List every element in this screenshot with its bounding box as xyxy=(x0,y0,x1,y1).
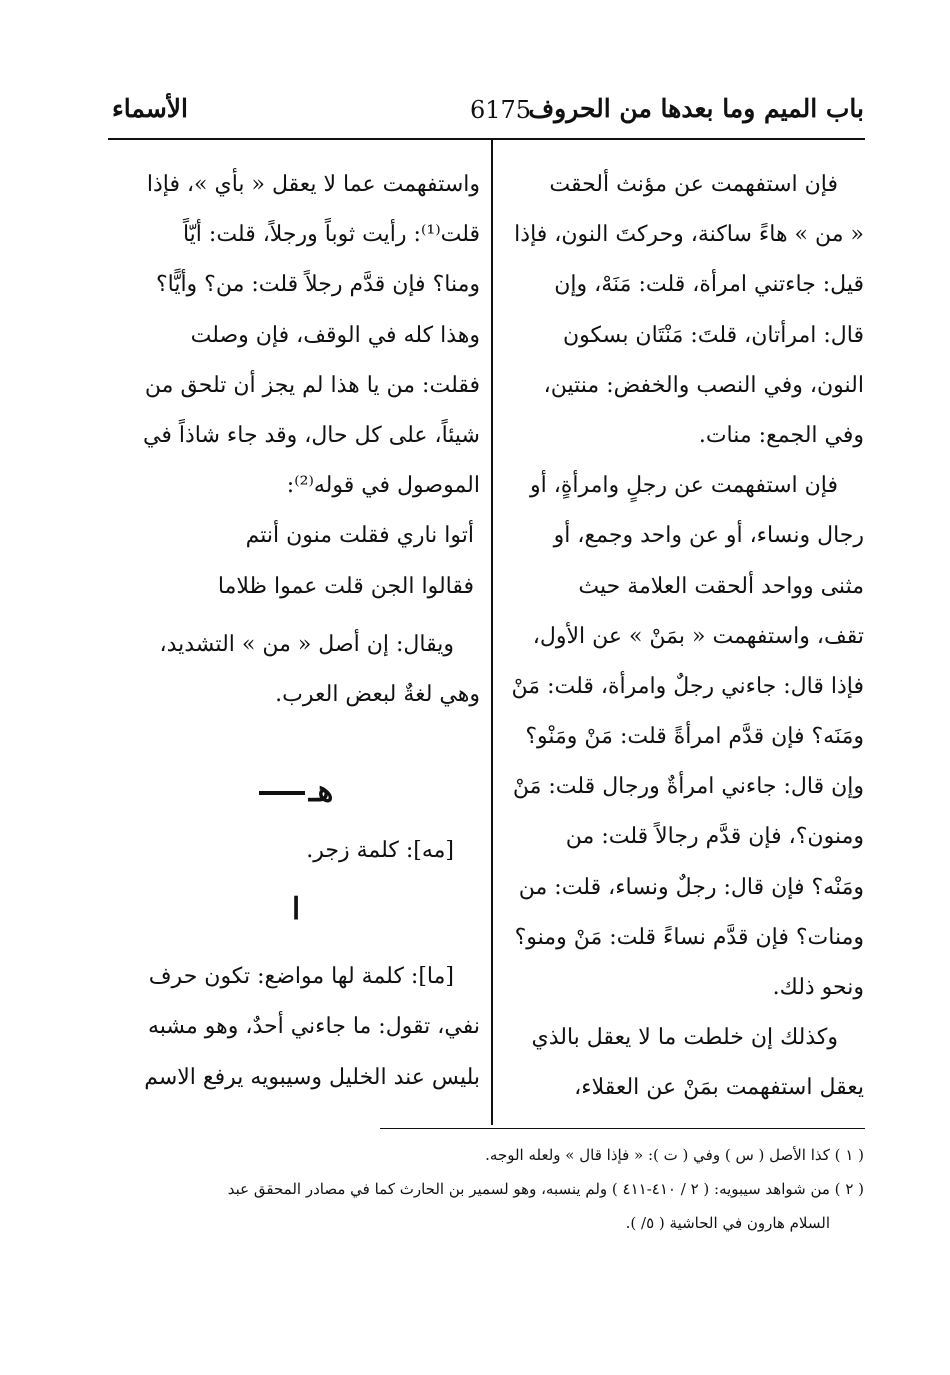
letter-heading-alif: ا xyxy=(291,892,301,928)
text-line: وهذا كله في الوقف، فإن وصلت xyxy=(190,322,480,348)
text-line: قال: امرأتان، قلتَ: مَنْتَان بسكون xyxy=(563,322,864,348)
spacer xyxy=(112,720,480,758)
text-line: مثنى وواحد ألحقت العلامة حيث xyxy=(578,573,864,599)
footnote-2: ( ٢ ) من شواهد سيبويه: ( ٢ / ٤١٠-٤١١ ) ولم ينسبه، وهو لسمير بن الحارث كما في مصادر المحقق عبد xyxy=(227,1180,864,1198)
text-line: يعقل استفهمت بمَنْ عن العقلاء، xyxy=(574,1075,864,1101)
entry-line: [ما]: كلمة لها مواضع: تكون حرف xyxy=(148,964,454,990)
footnotes xyxy=(104,1138,864,1240)
text-line: واستفهمت عما لا يعقل « بأي »، فإذا xyxy=(146,172,480,197)
header-rule xyxy=(108,138,865,140)
page-number: 6175 xyxy=(470,96,532,124)
chapter-title: باب الميم وما بعدها من الحروف xyxy=(528,94,864,123)
text-line: فإن استفهمت عن مؤنث ألحقت xyxy=(549,172,838,197)
footnote-2-continued: السلام هارون في الحاشية ( ٥/ ). xyxy=(625,1214,830,1232)
text-line: وهي لغةٌ لبعض العرب. xyxy=(275,681,480,707)
text-line: ومَنْه؟ فإن قال: رجلٌ ونساء، قلت: من xyxy=(518,874,864,900)
text-line: فإذا قال: جاءني رجلٌ وامرأة، قلت: مَنْ xyxy=(511,673,864,699)
text-line: قيل: جاءتني امرأة، قلت: مَنَهْ، وإن xyxy=(554,272,864,298)
text-line: ونحو ذلك. xyxy=(772,975,864,1000)
text-line: « من » هاءً ساكنة، وحركتَ النون، فإذا xyxy=(514,222,864,248)
text-line: وإن قال: جاءني امرأةٌ ورجال قلت: مَنْ xyxy=(512,774,864,800)
text-line: الموصول في قوله⁽²⁾: xyxy=(286,473,480,499)
text-line: نفي، تقول: ما جاءني أحدٌ، وهو مشبه xyxy=(147,1014,480,1040)
text-line: بليس عند الخليل وسيبويه يرفع الاسم xyxy=(144,1064,480,1090)
text-line: تقف، واستفهمت « بمَنْ » عن الأول، xyxy=(532,623,864,649)
text-line: ومَنَه؟ فإن قدَّم امرأةً قلت: مَنْ ومَنْو؟ xyxy=(525,724,864,750)
footnote-1: ( ١ ) كذا الأصل ( س ) وفي ( ت ): « فإذا قال » ولعله الوجه. xyxy=(485,1146,864,1164)
text-line: قلت⁽¹⁾: رأيت ثوباً ورجلاً، قلت: أيّاً xyxy=(182,222,480,248)
footnote-rule xyxy=(380,1128,865,1129)
text-line: شيئاً، على كل حال، وقد جاء شاذاً في xyxy=(143,422,480,448)
verse-line: أتوا ناري فقلت منون أنتم xyxy=(245,523,474,549)
text-line: فقلت: من يا هذا لم يجز أن تلحق من xyxy=(144,372,480,398)
heading-bar xyxy=(259,791,305,795)
text-line: وكذلك إن خلطت ما لا يعقل بالذي xyxy=(531,1025,838,1051)
text-line: ومنا؟ فإن قدَّم رجلاً قلت: من؟ وأيًّا؟ xyxy=(155,272,480,298)
entry-line: [مه]: كلمة زجر. xyxy=(306,838,454,864)
text-line: وفي الجمع: منات. xyxy=(698,422,864,448)
letter-heading-ha xyxy=(112,758,480,826)
left-column xyxy=(112,160,480,1103)
heading-text: هـ xyxy=(308,774,334,810)
text-line: رجال ونساء، أو عن واحد وجمع، أو xyxy=(553,523,864,549)
text-line: ومنات؟ فإن قدَّم نساءً قلت: مَنْ ومنو؟ xyxy=(514,924,864,950)
section-title: الأسماء xyxy=(112,94,188,123)
text-line: ويقال: إن أصل « من » التشديد، xyxy=(159,631,454,657)
right-column xyxy=(486,160,864,1114)
text-line: ومنون؟، فإن قدَّم رجالاً قلت: من xyxy=(565,824,864,850)
column-divider xyxy=(491,140,493,1125)
verse-line: فقالوا الجن قلت عموا ظلاما xyxy=(217,573,474,599)
text-line: فإن استفهمت عن رجلٍ وامرأةٍ، أو xyxy=(529,473,838,499)
text-line: النون، وفي النصب والخفض: منتين، xyxy=(543,372,864,398)
